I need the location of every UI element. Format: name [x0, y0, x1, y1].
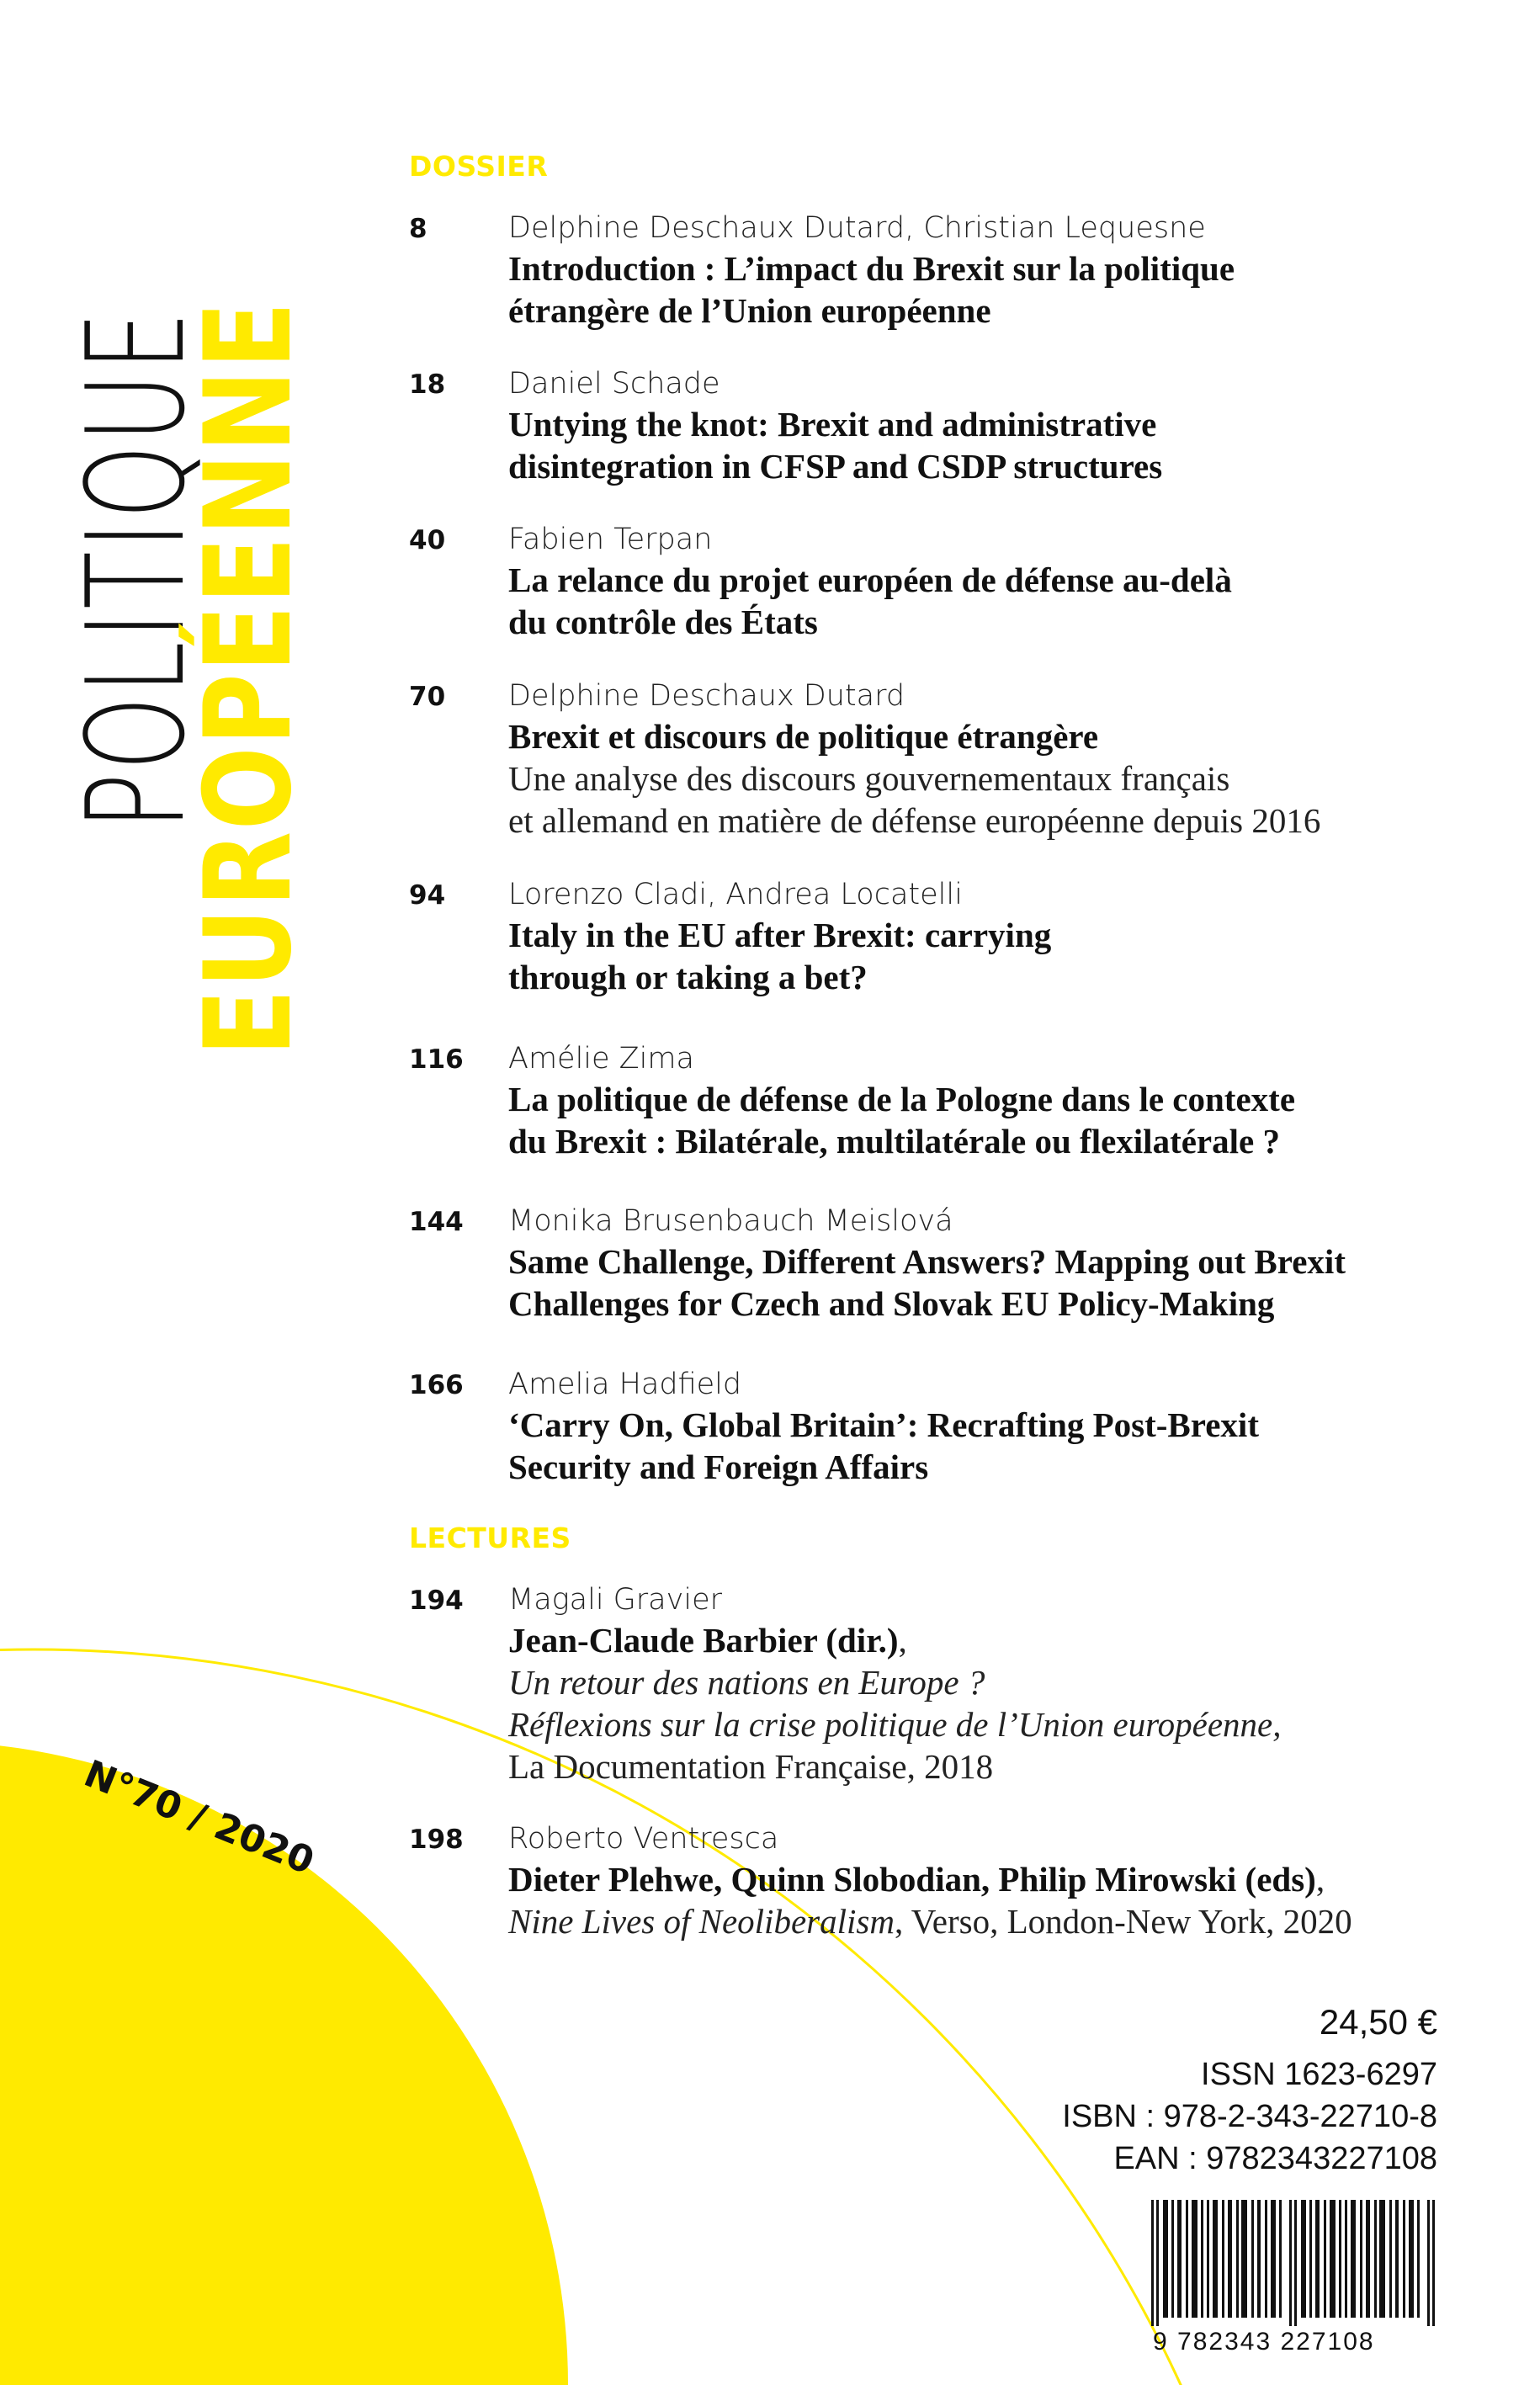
book-author: Jean-Claude Barbier (dir.) [508, 1621, 899, 1660]
author: Amelia Hadfield [508, 1368, 742, 1401]
toc-entry [409, 875, 1503, 998]
book-title: Nine Lives of Neoliberalism [508, 1902, 895, 1941]
author: Delphine Deschaux Dutard, Christian Lequesne [508, 211, 1206, 245]
book-publisher: La Documentation Française, 2018 [508, 1747, 994, 1786]
section-lectures-label: LECTURES [409, 1522, 571, 1554]
toc-entry [409, 1202, 1503, 1325]
article-title-line: Introduction : L’impact du Brexit sur la politique [508, 249, 1235, 288]
article-title-line: du contrôle des États [508, 603, 818, 641]
brand-europeenne: EUROPÉENNE [179, 300, 318, 1056]
page-number: 116 [409, 1044, 464, 1075]
punctuation: , [898, 1621, 907, 1660]
punctuation: , [1315, 1860, 1325, 1899]
page-number: 70 [409, 682, 446, 712]
author: Roberto Ventresca [508, 1822, 779, 1856]
article-title-line: Same Challenge, Different Answers? Mapping out Brexit [508, 1242, 1346, 1281]
issue-number: N°70 / 2020 [77, 1752, 321, 1883]
article-title-line: Italy in the EU after Brexit: carrying [508, 916, 1052, 954]
article-subtitle-line: Une analyse des discours gouvernementaux français [508, 759, 1230, 798]
author: Fabien Terpan [508, 523, 713, 556]
author: Monika Brusenbauch Meislová [508, 1204, 953, 1238]
article-title-line: étrangère de l’Union européenne [508, 291, 991, 330]
author: Amélie Zima [508, 1042, 694, 1076]
article-title-line: through or taking a bet? [508, 958, 868, 996]
page-number: 198 [409, 1825, 464, 1855]
toc-entry [409, 677, 1503, 842]
toc-entry [409, 520, 1503, 643]
author: Magali Gravier [508, 1583, 722, 1617]
price: 24,50 € [1319, 2002, 1437, 2042]
book-author: Dieter Plehwe, Quinn Slobodian, Philip Mirowski (eds) [508, 1860, 1316, 1899]
article-title-line: Untying the knot: Brexit and administrative [508, 405, 1157, 444]
issn: ISSN 1623-6297 [1201, 2057, 1437, 2092]
book-title-line: Un retour des nations en Europe ? [508, 1663, 985, 1702]
article-subtitle-line: et allemand en matière de défense européenne depuis 2016 [508, 801, 1321, 840]
page-number: 8 [409, 214, 427, 244]
barcode [1151, 2200, 1437, 2326]
article-title-line: Security and Foreign Affairs [508, 1447, 929, 1486]
page-number: 194 [409, 1586, 464, 1616]
section-dossier-label: DOSSIER [409, 150, 549, 183]
article-title-line: disintegration in CFSP and CSDP structures [508, 447, 1163, 486]
author: Delphine Deschaux Dutard [508, 679, 905, 713]
toc-entry [409, 1039, 1503, 1162]
article-title-line: du Brexit : Bilatérale, multilatérale ou flexilatérale ? [508, 1122, 1280, 1161]
author: Lorenzo Cladi, Andrea Locatelli [508, 878, 963, 911]
article-title-line: La politique de défense de la Pologne dans le contexte [508, 1080, 1296, 1118]
article-title-line: Challenges for Czech and Slovak EU Policy-Making [508, 1284, 1275, 1323]
toc-entry [409, 209, 1503, 332]
review-entry [409, 1819, 1503, 1942]
barcode-digits: 9 782343 227108 [1153, 2328, 1375, 2356]
ean: EAN : 9782343227108 [1113, 2141, 1437, 2176]
review-entry [409, 1580, 1503, 1787]
book-title-line: Réflexions sur la crise politique de l’Union européenne, [508, 1705, 1282, 1744]
article-title-line: ‘Carry On, Global Britain’: Recrafting Post-Brexit [508, 1405, 1259, 1444]
page-number: 94 [409, 880, 446, 911]
page-number: 18 [409, 369, 446, 400]
article-title-line: Brexit et discours de politique étrangère [508, 717, 1099, 756]
isbn: ISBN : 978-2-343-22710-8 [1062, 2099, 1437, 2134]
page-number: 40 [409, 525, 446, 555]
book-publisher: , Verso, London-New York, 2020 [894, 1902, 1352, 1941]
page-number: 144 [409, 1207, 464, 1237]
article-title-line: La relance du projet européen de défense au-delà [508, 560, 1232, 599]
toc-entry [409, 1365, 1503, 1488]
page-number: 166 [409, 1370, 464, 1400]
author: Daniel Schade [508, 367, 720, 401]
brand-politique: POLITIQUE [57, 309, 215, 830]
toc-entry [409, 364, 1503, 487]
